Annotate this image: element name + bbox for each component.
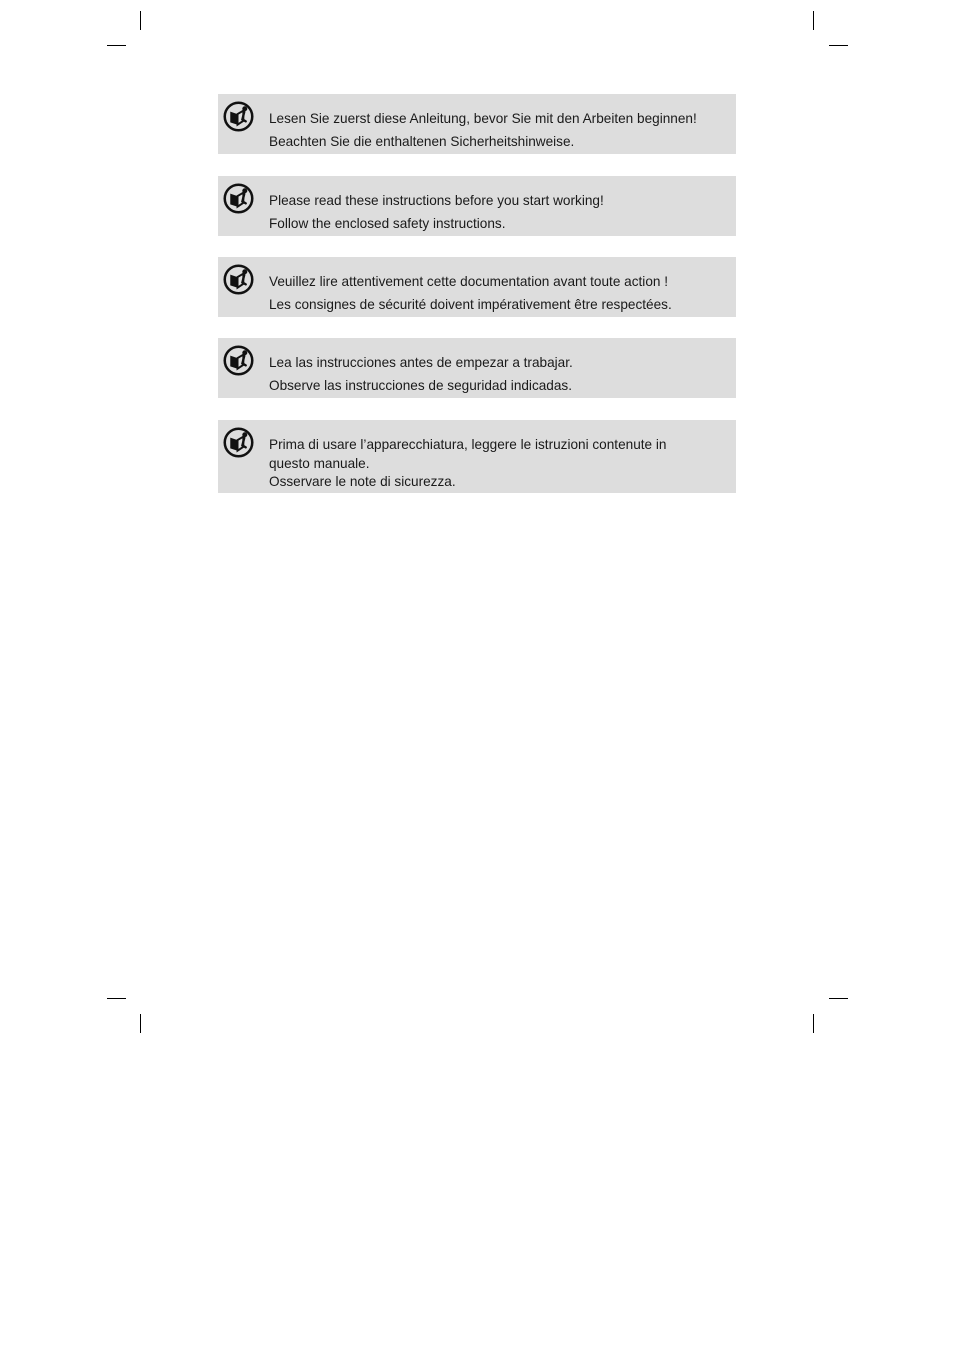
notice-line: Beachten Sie die enthaltenen Sicherheitshinweise. [269,134,575,149]
notice-italian [218,420,736,493]
notice-text [269,436,696,492]
notice-line: Lea las instrucciones antes de empezar a trabajar. [269,355,573,370]
notice-line: Follow the enclosed safety instructions. [269,216,506,231]
notice-line: Lesen Sie zuerst diese Anleitung, bevor Sie mit den Arbeiten beginnen! [269,111,697,126]
notice-french [218,257,736,317]
crop-mark-top-left-vertical [140,11,141,30]
read-manual-icon [223,264,254,295]
read-manual-icon [223,101,254,132]
notice-english [218,176,736,236]
crop-mark-top-left-horizontal [107,45,126,46]
crop-mark-bottom-left-vertical [140,1014,141,1033]
notice-line: Prima di usare l’apparecchiatura, leggere le istruzioni contenute in questo manuale. [269,437,667,471]
crop-mark-top-right-vertical [813,11,814,30]
notice-line: Veuillez lire attentivement cette documentation avant toute action ! [269,274,668,289]
crop-mark-bottom-left-horizontal [107,998,126,999]
notice-german [218,94,736,154]
notice-line: Osservare le note di sicurezza. [269,474,456,489]
notice-line: Observe las instrucciones de seguridad indicadas. [269,378,573,393]
notice-text [269,110,726,152]
notice-text [269,354,726,396]
notice-line: Please read these instructions before you start working! [269,193,604,208]
notice-line: Les consignes de sécurité doivent impérativement être respectées. [269,297,672,312]
notice-text [269,192,726,234]
read-manual-icon [223,345,254,376]
notice-spanish [218,338,736,398]
crop-mark-top-right-horizontal [829,45,848,46]
crop-mark-bottom-right-vertical [813,1014,814,1033]
read-manual-icon [223,183,254,214]
crop-mark-bottom-right-horizontal [829,998,848,999]
read-manual-icon [223,427,254,458]
notice-text [269,273,726,315]
